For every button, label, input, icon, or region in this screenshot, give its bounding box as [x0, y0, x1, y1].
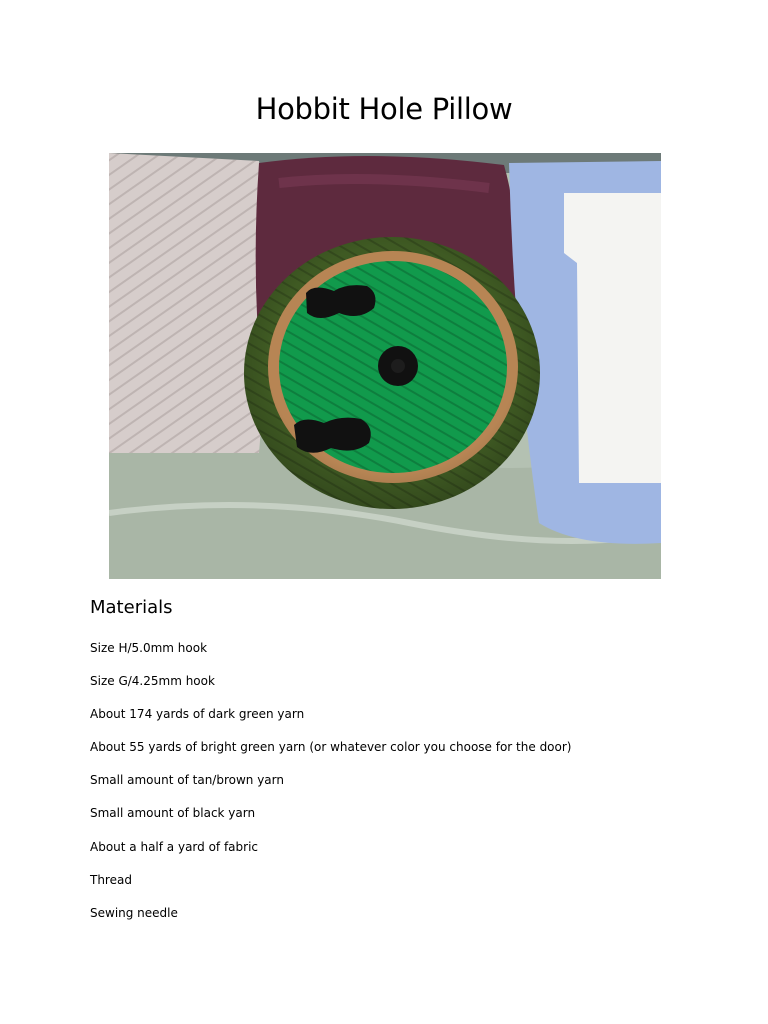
material-item: Sewing needle	[90, 905, 178, 920]
material-item: About 174 yards of dark green yarn	[90, 707, 305, 722]
material-item: Size G/4.25mm hook	[90, 674, 215, 689]
materials-list	[90, 638, 571, 936]
bottom-hinge	[294, 418, 371, 453]
material-item: Thread	[90, 872, 132, 887]
material-item: About 55 yards of bright green yarn (or whatever color you choose for the door)	[90, 740, 572, 755]
material-item: Size H/5.0mm hook	[90, 641, 208, 655]
material-item: Small amount of tan/brown yarn	[90, 773, 284, 788]
material-item: Small amount of black yarn	[90, 806, 256, 821]
hobbit-hole-pillow	[244, 237, 540, 509]
material-item: About a half a yard of fabric	[90, 839, 259, 854]
page-title: Hobbit Hole Pillow	[255, 92, 513, 126]
pillow-photo-illustration	[109, 153, 661, 579]
pillow-photo	[109, 153, 661, 579]
materials-heading: Materials	[90, 597, 173, 618]
top-hinge	[306, 285, 375, 318]
